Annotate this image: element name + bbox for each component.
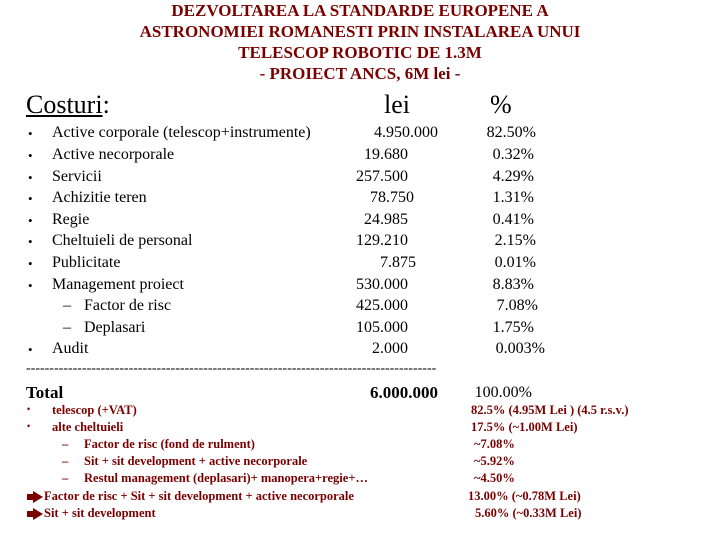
row-pct: 7.08% (496, 297, 538, 314)
bullet: • (28, 170, 33, 185)
costuri-heading: Costuri: (26, 90, 110, 119)
bullet: • (28, 278, 33, 293)
percent-column-header: % (490, 90, 512, 119)
title-line-1: DEZVOLTAREA LA STANDARDE EUROPENE A (171, 1, 549, 20)
summary-value: ~5.92% (474, 454, 515, 468)
row-pct: 1.75% (492, 319, 534, 336)
sub-dash: – (63, 297, 71, 314)
summary-value: ~7.08% (474, 437, 515, 451)
row-label: Regie (52, 211, 90, 228)
sub-dash: – (63, 319, 71, 336)
title-line-4: - PROIECT ANCS, 6M lei - (259, 64, 461, 83)
separator-line: ---------------------------------------------------------------------------------------- (26, 361, 437, 376)
sub-dash: – (62, 471, 69, 485)
bullet: • (28, 126, 33, 141)
page-title (0, 0, 720, 84)
row-label: Achizitie teren (52, 189, 147, 206)
summary-value: 5.60% (~0.33M Lei) (475, 506, 582, 520)
row-lei: 7.875 (380, 254, 416, 271)
total-lei: 6.000.000 (370, 383, 438, 402)
row-label: Deplasari (84, 319, 146, 336)
row-lei: 425.000 (356, 297, 408, 314)
summary-label: Sit + sit development + active necorporale (84, 454, 308, 468)
sub-dash: – (62, 454, 69, 468)
bullet: • (28, 213, 33, 228)
summary-label: Restul management (deplasari)+ manopera+regie+… (84, 471, 368, 485)
bullet: • (28, 342, 33, 357)
row-pct: 1.31% (492, 189, 534, 206)
row-lei: 257.500 (356, 168, 408, 185)
summary-value: ~4.50% (474, 471, 515, 485)
row-pct: 0.32% (492, 146, 534, 163)
sub-dash: – (62, 437, 69, 451)
row-lei: 105.000 (356, 319, 408, 336)
summary-label: Factor de risc + Sit + sit development + active necorporale (44, 489, 354, 503)
bullet: • (28, 148, 33, 163)
row-label: Cheltuieli de personal (52, 232, 193, 249)
arrow-right-icon (33, 491, 43, 503)
row-pct: 0.01% (494, 254, 536, 271)
row-lei: 4.950.000 (374, 124, 438, 141)
row-lei: 19.680 (364, 146, 408, 163)
summary-label: Factor de risc (fond de rulment) (84, 437, 255, 451)
row-label: Active necorporale (52, 146, 175, 163)
row-label: Audit (52, 340, 89, 357)
title-line-2: ASTRONOMIEI ROMANESTI PRIN INSTALAREA UNUI (139, 22, 581, 41)
bullet: • (27, 404, 31, 414)
summary-label: Sit + sit development (44, 506, 156, 520)
row-pct: 82.50% (486, 124, 536, 141)
arrow-right-icon (33, 508, 43, 520)
row-lei: 129.210 (356, 232, 408, 249)
total-label: Total (26, 383, 64, 402)
lei-column-header: lei (384, 90, 410, 119)
row-label: Publicitate (52, 254, 121, 271)
summary-label: telescop (+VAT) (52, 403, 137, 417)
row-pct: 0.003% (495, 340, 545, 357)
row-pct: 8.83% (492, 276, 534, 293)
summary-label: alte cheltuieli (52, 420, 124, 434)
row-lei: 530.000 (356, 276, 408, 293)
row-pct: 2.15% (494, 232, 536, 249)
row-lei: 2.000 (372, 340, 408, 357)
bullet: • (28, 191, 33, 206)
row-lei: 24.985 (364, 211, 408, 228)
row-label: Factor de risc (84, 297, 172, 314)
summary-value: 82.5% (4.95M Lei ) (4.5 r.s.v.) (471, 403, 629, 417)
row-pct: 0.41% (492, 211, 534, 228)
bullet: • (28, 234, 33, 249)
row-lei: 78.750 (370, 189, 414, 206)
row-label: Management proiect (52, 276, 184, 293)
summary-value: 17.5% (~1.00M Lei) (471, 420, 578, 434)
row-label: Active corporale (telescop+instrumente) (52, 124, 311, 141)
summary-value: 13.00% (~0.78M Lei) (468, 489, 581, 503)
bullet: • (27, 421, 31, 431)
row-label: Servicii (52, 168, 102, 185)
title-line-3: TELESCOP ROBOTIC DE 1.3M (238, 43, 482, 62)
bullet: • (28, 256, 33, 271)
summary-arrow-row (26, 506, 156, 521)
row-pct: 4.29% (492, 168, 534, 185)
summary-arrow-row (26, 489, 354, 504)
total-pct: 100.00% (474, 384, 532, 401)
